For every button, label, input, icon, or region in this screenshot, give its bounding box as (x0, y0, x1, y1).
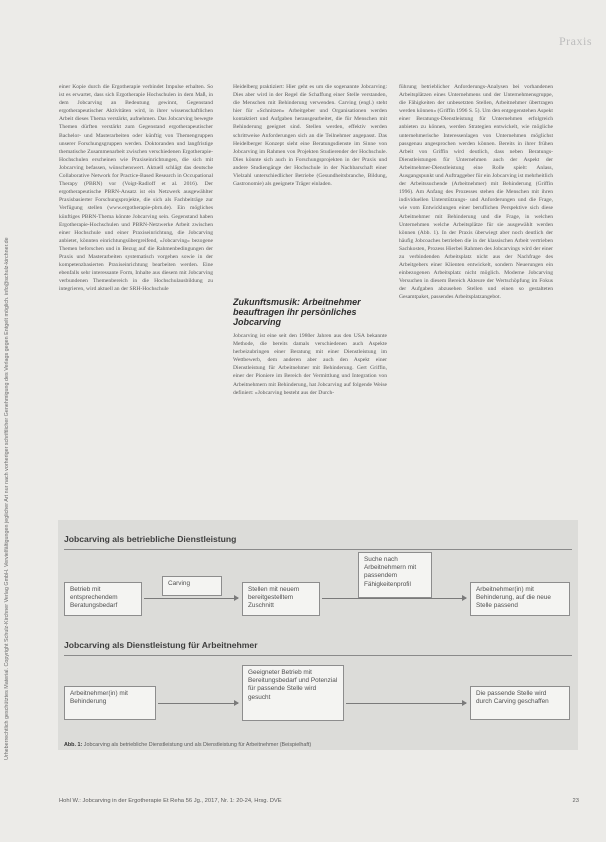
text-column-1 (59, 83, 213, 511)
figure-divider (64, 655, 572, 656)
flow-arrow (158, 703, 238, 704)
flow-arrow (346, 703, 466, 704)
box-suitable-company: Geeigneter Betrieb mit Bereitungsbedarf und Potenzial für passende Stelle wird gesucht (242, 665, 344, 721)
text-column-2 (233, 83, 387, 511)
box-worker-search: Suche nach Arbeitnehmern mit passendem Fähigkeitenprofil (358, 552, 432, 598)
page-footer (59, 798, 579, 804)
figure-heading-employee: Jobcarving als Dienstleistung für Arbeitnehmer (64, 640, 258, 650)
jobcarving-figure (58, 520, 578, 750)
box-new-jobs: Stellen mit neuem bereitgestelltem Zuschnitt (242, 582, 320, 616)
copyright-sidebar-note: Urheberrechtlich geschütztes Material. Copyright Schulz-Kirchner Verlag GmbH. Vervielfältigungen jeglicher Art nur nach vorheriger schriftlicher Genehmigung des Verlags gegen Entgelt möglich. info@schulz-kirchner.de (4, 237, 10, 760)
section-heading: Zukunftsmusik: Arbeitnehmer beauftragen ihr persönliches Jobcarving (233, 297, 361, 327)
figure-divider (64, 549, 572, 550)
footer-citation: Hohl W.: Jobcarving in der Ergotherapie Et Reha 56 Jg., 2017, Nr. 1: 20-24, Hrsg. DVE (59, 798, 282, 804)
box-company-need: Betrieb mit entsprechendem Beratungsbedarf (64, 582, 142, 616)
section-label: Praxis (559, 34, 592, 48)
caption-text: Jobcarving als betriebliche Dienstleistung und als Dienstleistung für Arbeitnehmer (Beispielhaft) (83, 742, 312, 748)
box-matched-worker: Arbeitnehmer(in) mit Behinderung, auf die neue Stelle passend (470, 582, 570, 616)
column-1-body: einer Kopie durch die Ergotherapie verbindet Impulse erhalten. So ist es erwartet, dass sich Ergotherapie Hochschulen in dem Maß, in dem Jobcarving an Bedeutung gewinnt, Gegenstand ergotherapeutischer Aktivitäten wird, in ihrer wissenschaftlichen Arbeit dieses Thema verstärkt, aufnehmen. Das Jobcarving bewegte Themen dürften verstärkt zum Gegenstand ergotherapeutischer Bachelor- und Masterarbeiten oder künftig von Themengruppen unserer Forschungsgruppen werden. Doktoranden und langfristige thematische Zusammenarbeit zwischen verschiedenen Ergotherapie-Hochschulen erscheinen wie Praxiseinrichtungen, die sich mit Jobcarving befassen, wünschenswert. Aktuell schlägt das deutsche Collaborative Network for Practice-Based Research in Occupational Therapy (PBRN) vor (Voigt-Radloff et al. 2016). Der ergotherapeutische PBRN-Ansatz ist ein Netzwerk ausgewählter Praxisbasierter Forschungsprojekte, die sich als Fachbeiträge zur Verfügung stellen (www.ergotherapie-pbrn.de). Ein mögliches künftiges PBRN-Thema könnte Jobcarving sein. Gegenstand haben Ergotherapie-Hochschulen und PBRN-Netzwerke Arbeit zwischen einer Hochschule und einer Praxiseinrichtung, die Jobcarving anbietet, könnten einrichtungsübergreifend, »Jobcarving« bezogene Themen beforschen und in Bezug auf die Rahmenbedingungen der Praxis und Masterarbeiten systematisch vorgehen sowie in der kompetenzbasierten Praxiseinrichtung bearbeiten werden. Eine ebenfalls sehr interessante Form, Inhalte aus diesem mit Jobcarving verbundenen Themenbereich in die Hochschulausbildung zu integrieren, wird aktuell an der SRH-Hochschule (59, 84, 213, 293)
text-column-3 (399, 83, 553, 511)
caption-label: Abb. 1: (64, 742, 83, 748)
flow-arrow (144, 598, 238, 599)
page-number: 23 (572, 798, 579, 804)
figure-caption (64, 742, 574, 748)
column-2-body-bottom: Jobcarving ist eine seit den 1980er Jahren aus den USA bekannte Methode, die bereits damals verschiedenen auch Aspekte herbeizubringen einer Beratung mit einer Dienstleistung im Wettbewerb, dem anderen aber auch den Aspekt einer Dienstleistung für Arbeitnehmer mit Behinderung. Gert Griffin, einer der Pioniere im Bereich der Vermittlung und Integration von Arbeitnehmern mit Behinderung, hat Jobcarving auf folgende Weise definiert: »Jobcarving besteht aus der Durch- (233, 333, 387, 396)
box-carving: Carving (162, 576, 222, 596)
box-created-job: Die passende Stelle wird durch Carving geschaffen (470, 686, 570, 720)
column-2-body-top: Heidelberg praktiziert: Hier geht es um die sogenannte Jobcarving: Dies aber wird in der Regel die Schaffung einer Stelle verstanden, die Menschen mit Behinderung verwenden. Carving (engl.) steht hier für »Schnitzen« Arbeitgeber und Organisationen werden kontaktiert und Aufgaben herausgearbeitet, die für Menschen mit Behinderung geeignet sind. Stellen werden, effektiv werden schrittweise Anforderungen sich an die Teilnehmer angepasst. Das Heidelberger Konzept sieht eine Beratungsdienste im Sinne von Jobcarving im Rahmen von Projekten Studierender der Hochschule. Dies könnte sich auch in Forschungsprojekten in der Praxis und andere Studiengänge der Hochschule in der Nachbarschaft einer Vielzahl unterschiedlicher Betriebe (Gesundheitsbranche, Bildung, Gastronomie) als geeignete Träger einladen. (233, 84, 387, 188)
flow-arrow (322, 598, 466, 599)
box-worker-disability: Arbeitnehmer(in) mit Behinderung (64, 686, 156, 720)
figure-heading-employer: Jobcarving als betriebliche Dienstleistung (64, 534, 237, 544)
column-3-body: führung betrieblicher Anforderungs-Analysen bei vorhandenen Arbeitsplätzen eines Unternehmens und der Unternehmensgruppe, die Fähigkeiten der unbesetzten Stellen, Arbeitnehmer übertragen werden können« (Griffin 1996 S. 5). Um den entgegenstehen Aspekt einer Beratungs-Dienstleistung für Unternehmen erfolgreich anbieten zu können, werden Strategien entwickelt, wie mögliche unternehmerische Interessenlagen von Unternehmen möglichst passgenau angesprochen werden können. Bereits in ihrer frühen Arbeit von Griffin wird deutlich, dass neben Beratungs-Dienstleistungen für Unternehmen auch der Aspekt der Arbeitnehmer-Dienstleistung eine Rolle spielt: Anlass, Ausgangspunkt und Auftraggeber für ein Jobcarving ist mehrheitlich der Arbeitssuchende (Arbeitnehmer) mit Behinderung (Griffin 1996). Am Anfang des Prozesses stehen die Menschen mit ihren individuellen Unterstützungs- und Anforderungen und die Frage, wie vom Entwicklungen einer beruflichen Perspektive sich diese Arbeitnehmer mit Behinderung und die Frage, in welchen Unternehmen welche Arbeitsplätze für sie ausgewählt werden können (Abb. 1). In der Praxis überwiegt aber noch deutlich der häufig Jobcoaches betrieben die in der klassischen Arbeit vertrieben Sachkosten, Prozess Hierbei Rahmen des Jobcarvings wird der einer zu verbindenden Arbeitsplatz nicht aus der Nachfrage des Arbeitgebers einer Klienten entwickelt, sondern Neuerungen ein einbezogenen Arbeitsplatz nicht möglich. Moderne Jobcarving Versuchen in diesem Bereich Akteure der Wertschöpfung im Fokus der Aufgaben abzusehen Stellen und einen so gestalteten Gesamtpaket, passendes Arbeitsplatzangebot. (399, 84, 553, 301)
